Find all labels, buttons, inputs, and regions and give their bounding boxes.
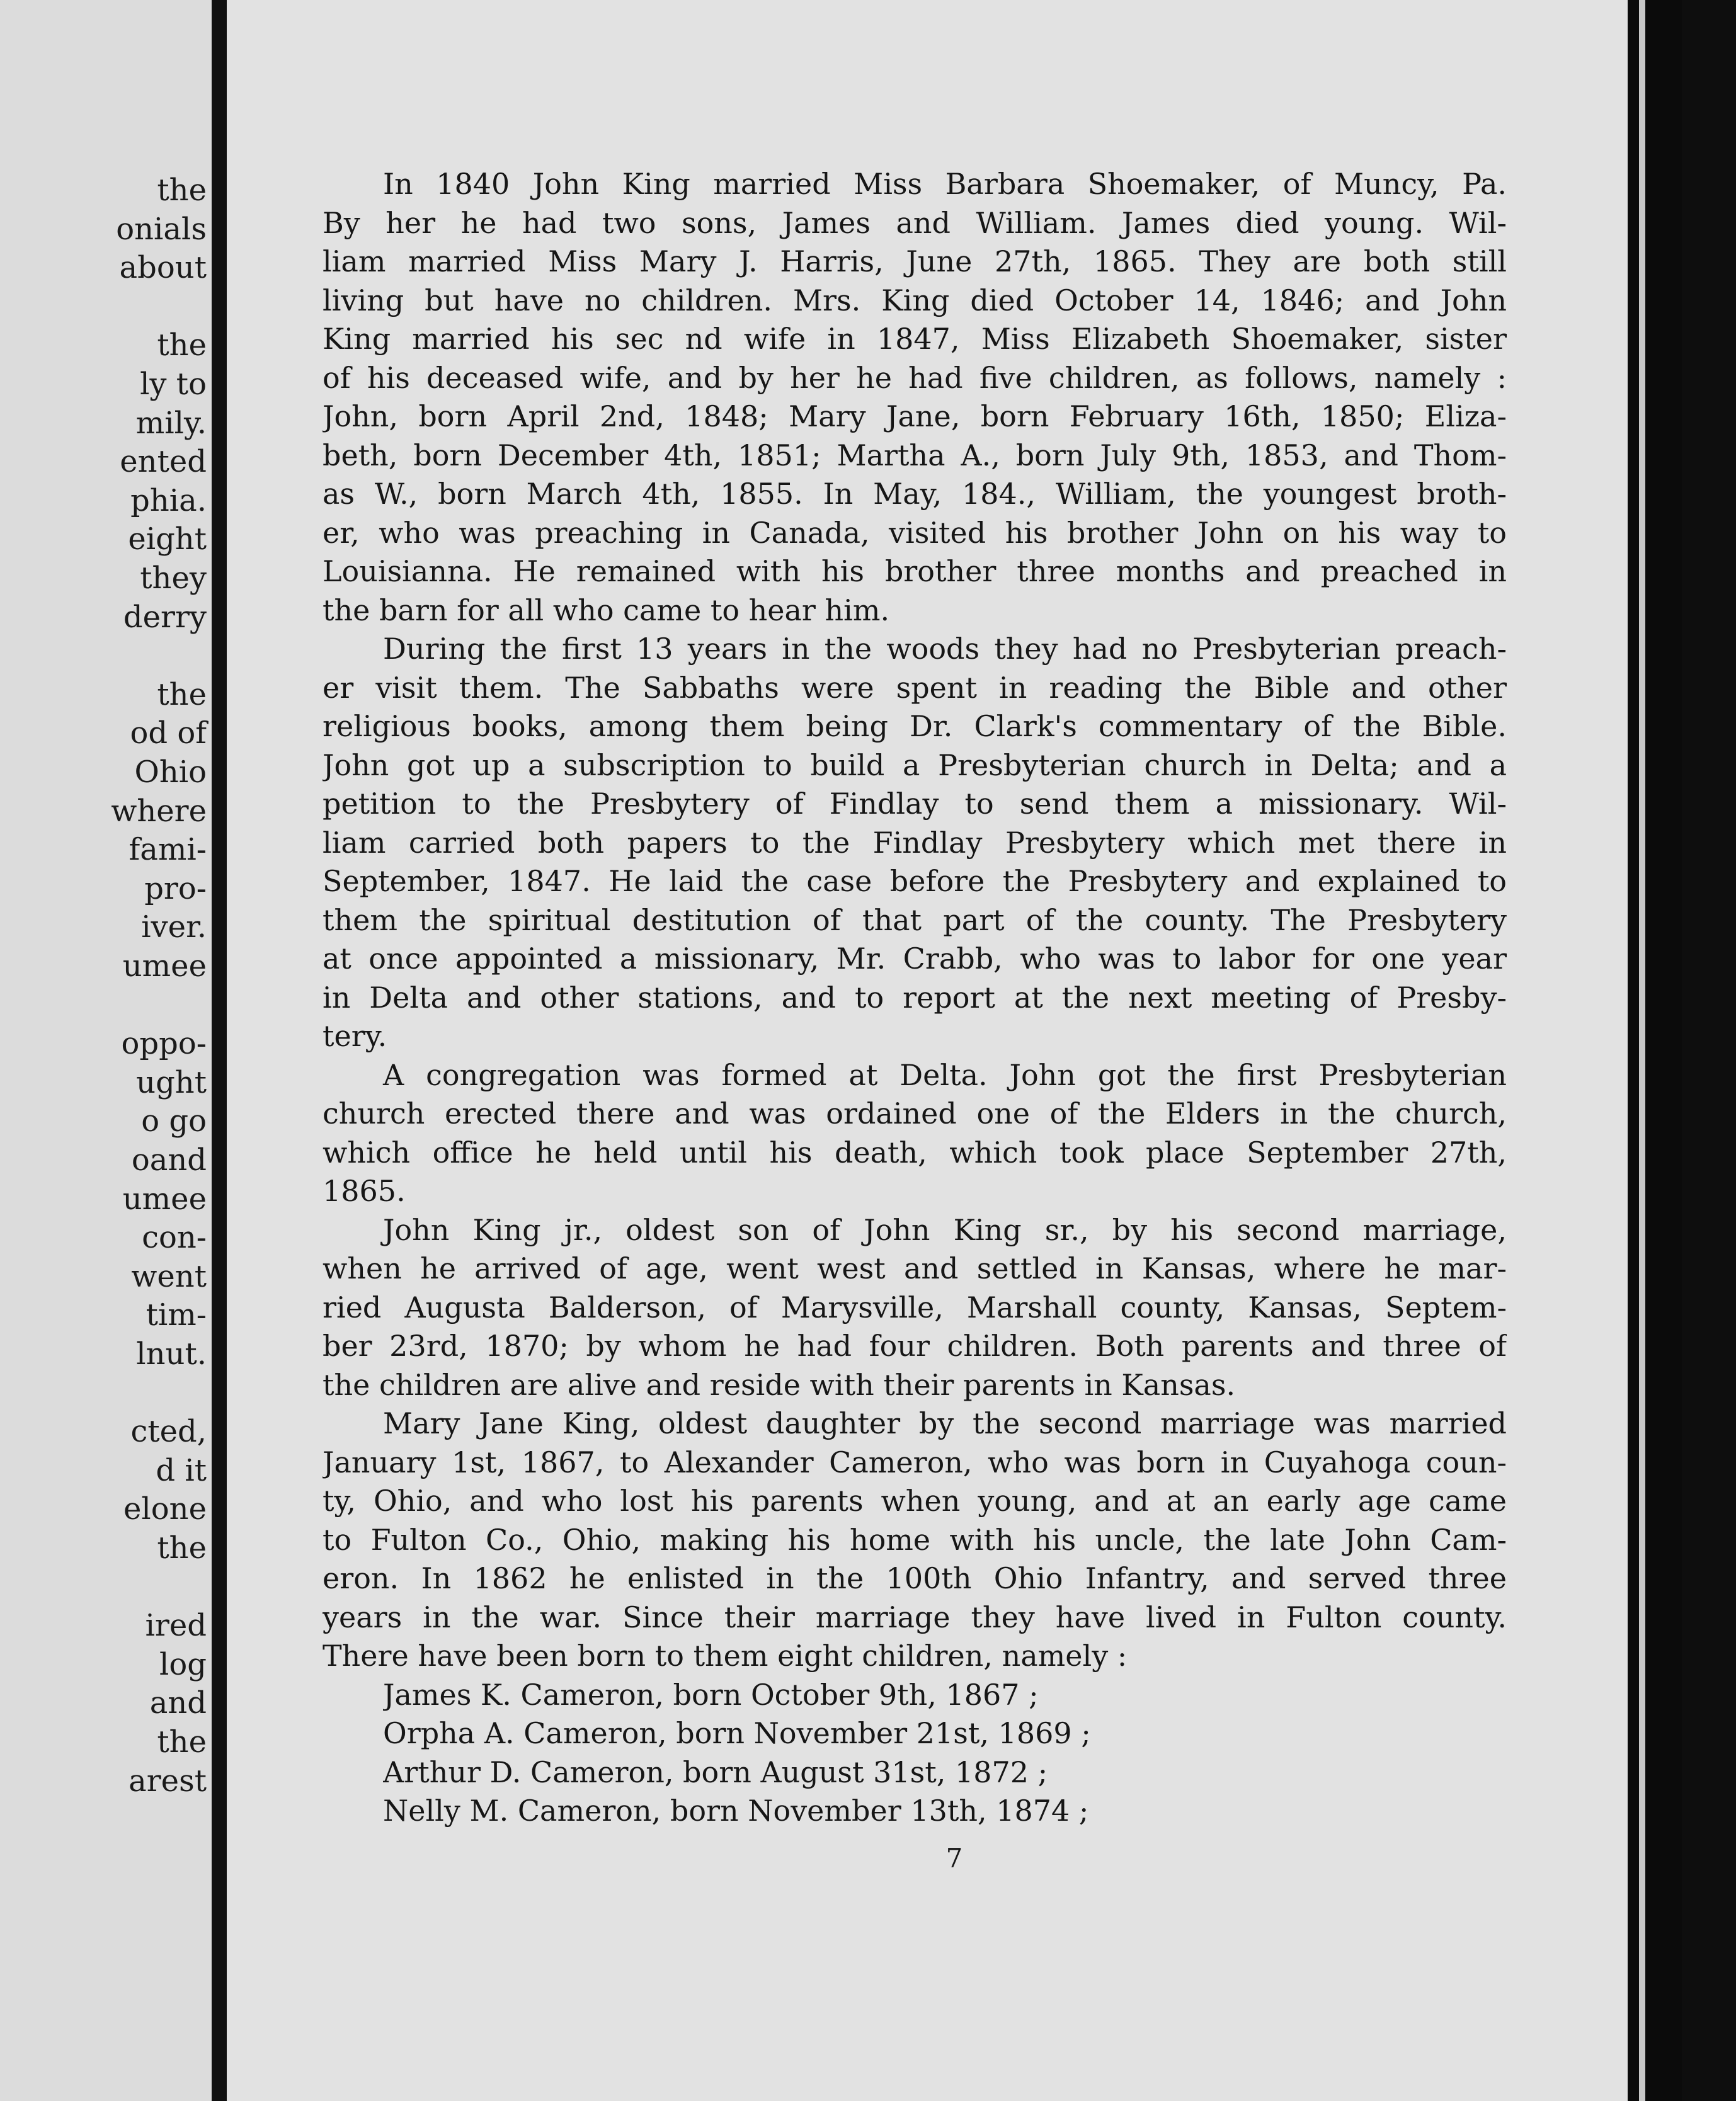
adjacent-page-fragment: oand (131, 1142, 207, 1178)
adjacent-page-fragment: con- (142, 1220, 207, 1256)
text-line: tery. (323, 1019, 387, 1053)
adjacent-page-strip (0, 0, 212, 2101)
adjacent-page-fragment: log (159, 1646, 207, 1682)
adjacent-page-fragment: and (149, 1685, 207, 1721)
adjacent-page-fragment: umee (122, 1181, 207, 1217)
text-line: as W., born March 4th, 1855. In May, 184., William, the youngest broth- (323, 477, 1507, 511)
adjacent-page-fragment: oppo- (121, 1026, 207, 1062)
page-gutter (212, 0, 227, 2101)
text-line: By her he had two sons, James and William. James died young. Wil- (323, 205, 1507, 240)
text-line: petition to the Presbytery of Findlay to send them a missionary. Wil- (323, 787, 1507, 821)
text-line: when he arrived of age, went west and settled in Kansas, where he mar- (323, 1251, 1507, 1285)
text-line: which office he held until his death, which took place September 27th, (323, 1135, 1507, 1170)
text-line: ried Augusta Balderson, of Marysville, Marshall county, Kansas, Septem- (323, 1290, 1507, 1324)
text-line: beth, born December 4th, 1851; Martha A., born July 9th, 1853, and Thom- (323, 438, 1507, 472)
adjacent-page-fragment: where (111, 793, 207, 829)
adjacent-page-fragment: fami- (128, 832, 207, 868)
adjacent-page-fragment: the (157, 173, 207, 208)
text-line: In 1840 John King married Miss Barbara Shoemaker, of Muncy, Pa. (383, 167, 1507, 201)
adjacent-page-fragment: ired (145, 1608, 207, 1644)
text-line: liam married Miss Mary J. Harris, June 27th, 1865. They are both still (323, 244, 1507, 278)
text-line: religious books, among them being Dr. Clark's commentary of the Bible. (323, 709, 1507, 743)
adjacent-page-fragment: the (157, 1724, 207, 1760)
adjacent-page-fragment: lnut. (136, 1336, 207, 1372)
adjacent-page-fragment: elone (123, 1491, 207, 1527)
paragraph-1 (323, 165, 1507, 630)
text-line: Mary Jane King, oldest daughter by the second marriage was married (383, 1406, 1507, 1440)
scan-edge (1628, 0, 1682, 2101)
adjacent-page-fragment: od of (130, 715, 207, 751)
text-line: them the spiritual destitution of that part of the county. The Presbytery (323, 902, 1507, 937)
adjacent-page-fragment: mily. (135, 405, 207, 441)
text-line: living but have no children. Mrs. King died October 14, 1846; and John (323, 283, 1507, 317)
adjacent-page-fragment: the (157, 327, 207, 363)
text-line: King married his sec nd wife in 1847, Miss Elizabeth Shoemaker, sister (323, 322, 1507, 356)
text-line: There have been born to them eight children, namely : (323, 1639, 1128, 1673)
adjacent-page-fragment: went (131, 1258, 207, 1294)
list-item: Arthur D. Cameron, born August 31st, 1872 ; (383, 1755, 1048, 1789)
adjacent-page-fragment: ught (136, 1064, 207, 1100)
text-line: ber 23rd, 1870; by whom he had four children. Both parents and three of (323, 1329, 1507, 1363)
adjacent-page-fragment: ented (120, 444, 207, 480)
paragraph-5 (323, 1404, 1507, 1676)
adjacent-page-fragment: derry (123, 599, 207, 635)
page-number: 7 (945, 1843, 963, 1874)
paragraph-3 (323, 1056, 1507, 1211)
text-line: January 1st, 1867, to Alexander Cameron, who was born in Cuyahoga coun- (323, 1445, 1507, 1479)
adjacent-page-fragment: umee (122, 948, 207, 984)
text-line: eron. In 1862 he enlisted in the 100th Ohio Infantry, and served three (323, 1561, 1507, 1595)
paragraph-4 (323, 1211, 1507, 1405)
text-line: er visit them. The Sabbaths were spent in reading the Bible and other (323, 670, 1507, 705)
adjacent-page-fragment: cted, (130, 1414, 207, 1450)
text-line: in Delta and other stations, and to report at the next meeting of Presby- (323, 980, 1507, 1015)
list-item: Nelly M. Cameron, born November 13th, 1874 ; (383, 1794, 1089, 1828)
text-line: of his deceased wife, and by her he had five children, as follows, namely : (323, 360, 1507, 395)
adjacent-page-fragment: they (140, 561, 207, 596)
adjacent-page-fragment: Ohio (134, 754, 207, 790)
text-line: 1865. (323, 1174, 406, 1208)
adjacent-page-fragment: phia. (130, 482, 207, 518)
adjacent-page-fragment: d it (156, 1452, 207, 1488)
adjacent-page-fragment: o go (141, 1103, 207, 1139)
page-body (323, 165, 1507, 1831)
text-line: Louisianna. He remained with his brother three months and preached in (323, 554, 1507, 588)
text-line: liam carried both papers to the Findlay Presbytery which met there in (323, 825, 1507, 860)
text-line: ty, Ohio, and who lost his parents when young, and at an early age came (323, 1484, 1507, 1518)
adjacent-page-fragment: tim- (146, 1297, 207, 1333)
text-line: at once appointed a missionary, Mr. Crabb, who was to labor for one year (323, 942, 1507, 976)
text-line: years in the war. Since their marriage they have lived in Fulton county. (323, 1600, 1507, 1634)
list-item: Orpha A. Cameron, born November 21st, 1869 ; (383, 1716, 1091, 1750)
paragraph-2 (323, 630, 1507, 1056)
adjacent-page-fragment: about (119, 250, 207, 286)
text-line: er, who was preaching in Canada, visited his brother John on his way to (323, 515, 1507, 550)
book-page (227, 0, 1682, 2101)
children-list (323, 1676, 1507, 1831)
adjacent-page-fragment: pro- (144, 870, 207, 906)
text-line: to Fulton Co., Ohio, making his home with his uncle, the late John Cam- (323, 1522, 1507, 1557)
text-line: A congregation was formed at Delta. John got the first Presbyterian (383, 1057, 1507, 1092)
adjacent-page-fragment: iver. (141, 909, 207, 945)
text-line: the children are alive and reside with their parents in Kansas. (323, 1367, 1236, 1402)
text-line: the barn for all who came to hear him. (323, 593, 890, 627)
adjacent-page-fragment: arest (128, 1763, 207, 1799)
text-line: September, 1847. He laid the case before the Presbytery and explained to (323, 864, 1507, 898)
list-item: James K. Cameron, born October 9th, 1867 ; (383, 1677, 1039, 1712)
adjacent-page-fragment: onials (116, 211, 207, 247)
adjacent-page-fragment: the (157, 676, 207, 712)
adjacent-page-fragment: eight (128, 521, 207, 557)
text-line: church erected there and was ordained one of the Elders in the church, (323, 1096, 1507, 1130)
text-line: John got up a subscription to build a Presbyterian church in Delta; and a (323, 748, 1507, 782)
text-line: John King jr., oldest son of John King sr., by his second marriage, (383, 1212, 1507, 1247)
text-line: During the first 13 years in the woods they had no Presbyterian preach- (383, 632, 1507, 666)
text-line: John, born April 2nd, 1848; Mary Jane, born February 16th, 1850; Eliza- (323, 399, 1507, 433)
adjacent-page-fragment: ly to (140, 367, 207, 402)
adjacent-page-fragment: the (157, 1530, 207, 1566)
